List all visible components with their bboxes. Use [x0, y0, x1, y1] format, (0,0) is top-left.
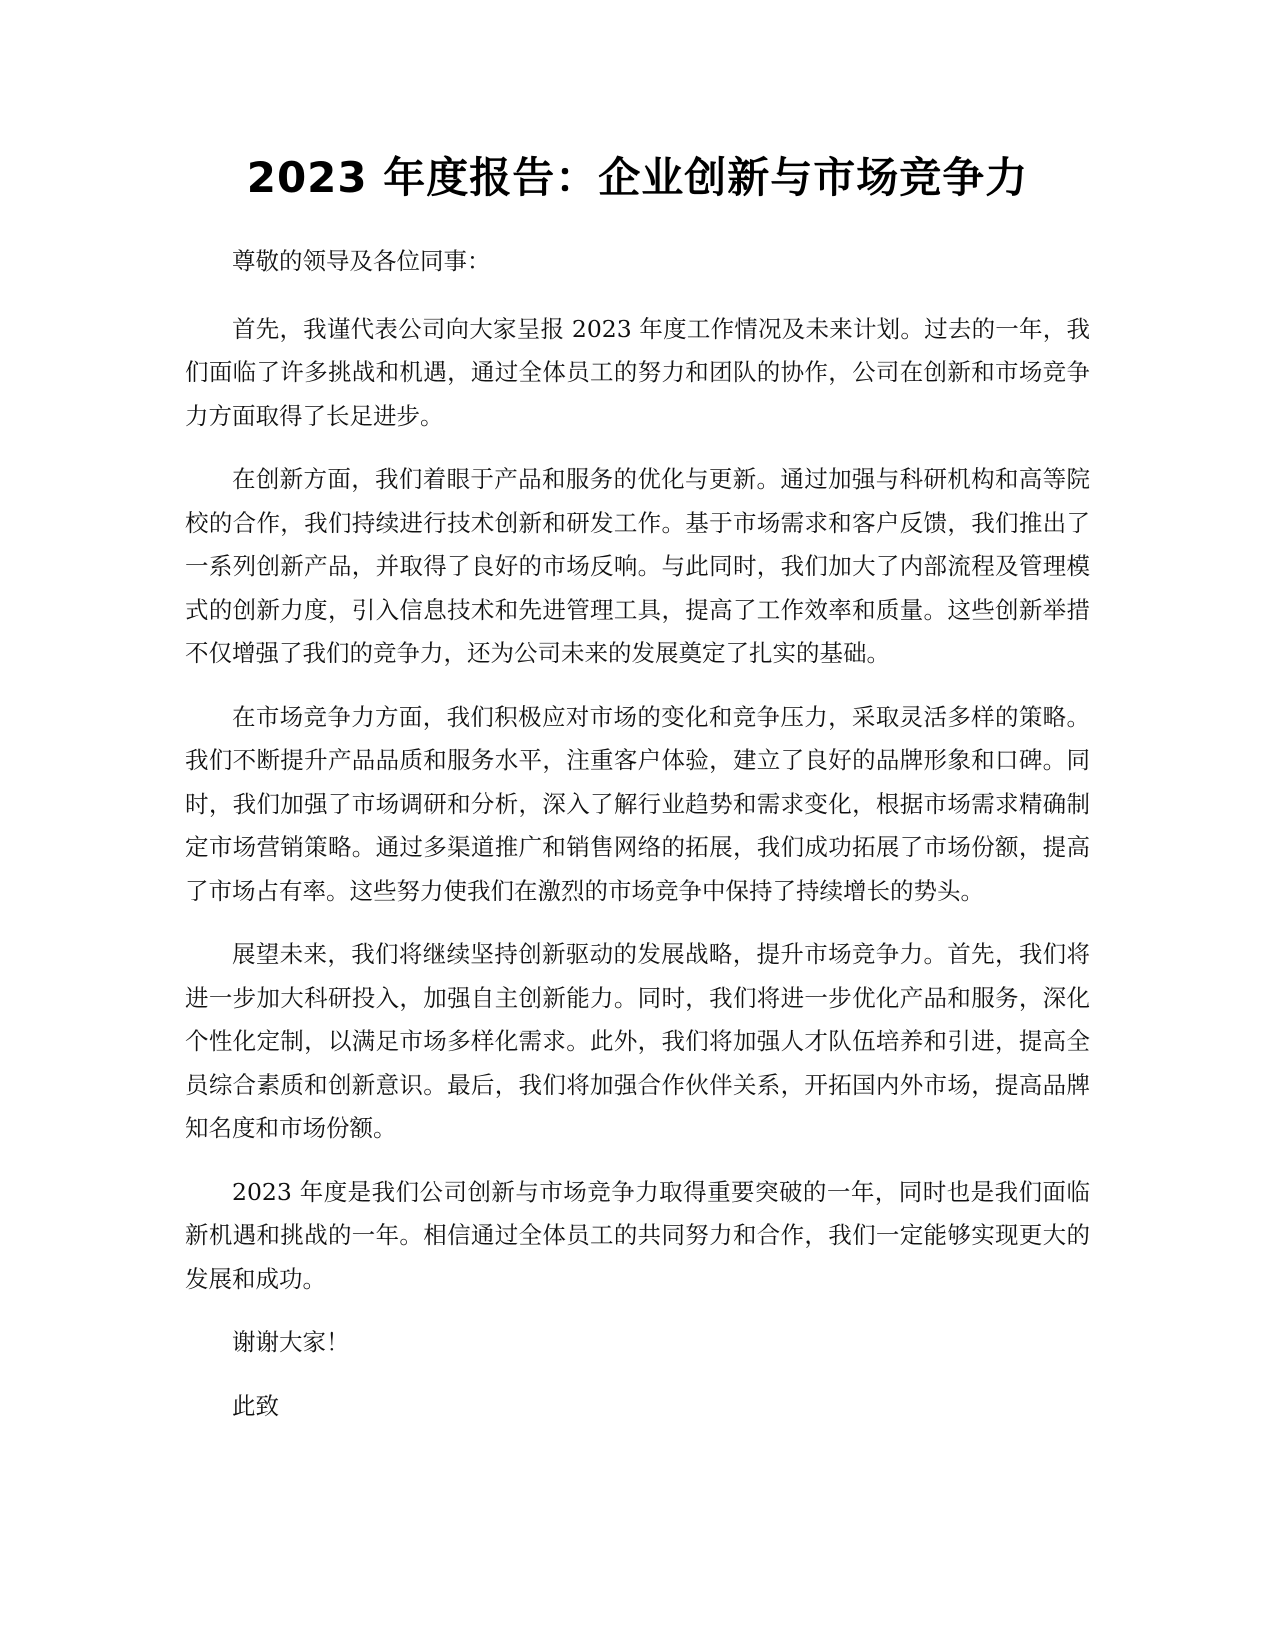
thanks-paragraph: 谢谢大家！	[232, 1328, 350, 1356]
document-title: 2023 年度报告：企业创新与市场竞争力	[246, 153, 1029, 202]
outlook-paragraph: 展望未来，我们将继续坚持创新驱动的发展战略，提升市场竞争力。首先，我们将进一步加大科研投入，加强自主创新能力。同时，我们将进一步优化产品和服务，深化个性化定制，以满足市场多样化需求。此外，我们将加强人才队伍培养和引进，提高全员综合素质和创新意识。最后，我们将加强合作伙伴关系，开拓国内外市场，提高品牌知名度和市场份额。	[185, 940, 1090, 1142]
innovation-paragraph: 在创新方面，我们着眼于产品和服务的优化与更新。通过加强与科研机构和高等院校的合作，我们持续进行技术创新和研发工作。基于市场需求和客户反馈，我们推出了一系列创新产品，并取得了良好的市场反响。与此同时，我们加大了内部流程及管理模式的创新力度，引入信息技术和先进管理工具，提高了工作效率和质量。这些创新举措不仅增强了我们的竞争力，还为公司未来的发展奠定了扎实的基础。	[185, 465, 1090, 667]
summary-paragraph: 2023 年度是我们公司创新与市场竞争力取得重要突破的一年，同时也是我们面临新机遇和挑战的一年。相信通过全体员工的共同努力和合作，我们一定能够实现更大的发展和成功。	[185, 1177, 1090, 1293]
closing-paragraph: 此致	[232, 1391, 279, 1420]
intro-paragraph: 首先，我谨代表公司向大家呈报 2023 年度工作情况及未来计划。过去的一年，我们面临了许多挑战和机遇，通过全体员工的努力和团队的协作，公司在创新和市场竞争力方面取得了长足进步。	[185, 314, 1090, 430]
salutation-paragraph: 尊敬的领导及各位同事：	[232, 247, 491, 275]
document-body	[185, 240, 1090, 1448]
competitiveness-paragraph: 在市场竞争力方面，我们积极应对市场的变化和竞争压力，采取灵活多样的策略。我们不断提升产品品质和服务水平，注重客户体验，建立了良好的品牌形象和口碑。同时，我们加强了市场调研和分析，深入了解行业趋势和需求变化，根据市场需求精确制定市场营销策略。通过多渠道推广和销售网络的拓展，我们成功拓展了市场份额，提高了市场占有率。这些努力使我们在激烈的市场竞争中保持了持续增长的势头。	[185, 702, 1090, 905]
